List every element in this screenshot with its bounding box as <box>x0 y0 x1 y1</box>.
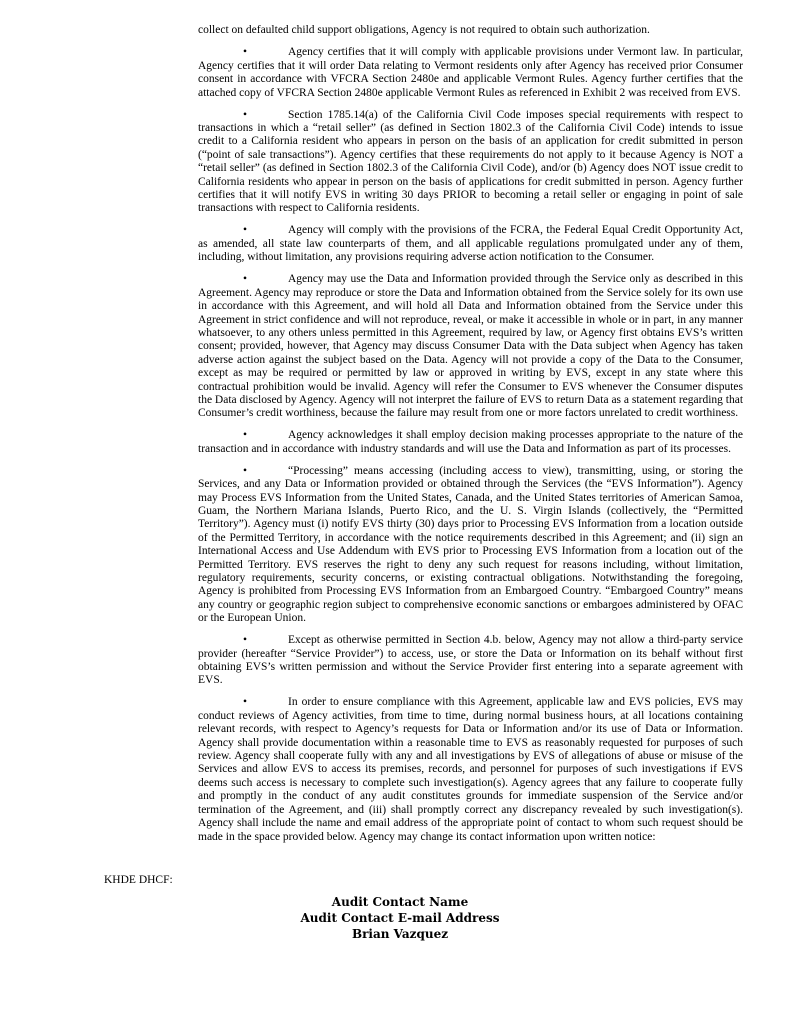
bullet-icon: • <box>243 464 248 477</box>
bullet-icon: • <box>243 429 248 442</box>
clause-processing <box>198 465 743 626</box>
clause-vermont <box>198 46 743 100</box>
audit-contact-email: Audit Contact E-mail Address <box>300 911 500 925</box>
bullet-icon: • <box>243 696 248 709</box>
audit-contact-person: Brian Vazquez <box>351 927 449 941</box>
entity-label: KHDE DHCF: <box>104 874 173 886</box>
bullet-icon: • <box>243 634 248 647</box>
clause-california <box>198 109 743 216</box>
intro-fragment: collect on defaulted child support obligations, Agency is not required to obtain such authorization. <box>198 24 650 36</box>
clause-text: Agency certifies that it will comply with applicable provisions under Vermont law. In particular, Agency certifies that it will order Data relating to Vermont residents only after Agency has received prior Consumer consent in accordance with VFCRA Section 2480e and applicable Vermont Rules. Agency further certifies that the attached copy of VFCRA Section 2480e applicable Vermont Rules as referenced in Exhibit 2 was received from EVS. <box>198 46 743 99</box>
audit-contact-name: Audit Contact Name <box>331 895 469 909</box>
agreement-body <box>198 24 743 853</box>
clause-data-use <box>198 273 743 420</box>
bullet-icon: • <box>243 108 248 121</box>
clause-service-provider <box>198 634 743 688</box>
bullet-icon: • <box>243 273 248 286</box>
audit-contact-block <box>0 894 800 942</box>
clause-audit <box>198 696 743 843</box>
bullet-icon: • <box>243 224 248 237</box>
clause-text: Agency may use the Data and Information provided through the Service only as described in this Agreement. Agency may reproduce or store the Data and Information obtained from the Service solely for its own use in accordance with this Agreement, and will hold all Data and Information obtained from the Service under this Agreement in strict confidence and will not reproduce, reveal, or make it accessible in whole or in part, in any manner whatsoever, to any others unless permitted in this Agreement, required by law, or Agency first obtains EVS’s written consent; provided, however, that Agency may discuss Consumer Data with the Data subject when Agency has taken adverse action against the subject based on the Data. Agency will not provide a copy of the Data to the Consumer, except as may be required or permitted by law or approved in writing by EVS, except in any state where this contractual prohibition would be invalid. Agency will refer the Consumer to EVS whenever the Consumer disputes the Data disclosed by Agency. Agency will not interpret the failure of EVS to return Data as a statement regarding that Consumer’s credit worthiness, because the failure may result from one or more factors unrelated to credit worthiness. <box>198 273 744 420</box>
clause-text: In order to ensure compliance with this Agreement, applicable law and EVS policies, EVS may conduct reviews of Agency activities, from time to time, during normal business hours, at all locations containing relevant records, with respect to Agency’s requests for Data or Information and/or its use of Data or Information. Agency shall provide documentation within a reasonable time to EVS as reasonably requested for purposes of such review. Agency shall cooperate fully with any and all investigations by EVS of allegations of abuse or misuse of the Services and allow EVS to access its premises, records, and personnel for purposes of such investigations if EVS deems such access is necessary to complete such investigation(s). Agency agrees that any failure to cooperate fully and promptly in the conduct of any audit constitutes grounds for immediate suspension of the Service and/or termination of the Agreement, and (iii) shall promptly correct any discrepancy revealed by such investigation(s). Agency shall include the name and email address of the appropriate point of contact to whom such request should be made in the space provided below. Agency may change its contact information upon written notice: <box>198 696 743 843</box>
bullet-icon: • <box>243 46 248 59</box>
clause-fcra <box>198 224 743 264</box>
clause-text: “Processing” means accessing (including access to view), transmitting, using, or storing the Services, and any Data or Information provided or obtained through the Services (the “EVS Information”). Agency may Process EVS Information from the United States, Canada, and the United States territories of American Samoa, Guam, the Northern Mariana Islands, Puerto Rico, and the U. S. Virgin Islands (collectively, the “Permitted Territory”). Agency must (i) notify EVS thirty (30) days prior to Processing EVS Information from a location outside of the Permitted Territory, in accordance with the notice requirements described in this Agreement; and (ii) sign an International Access and Use Addendum with EVS prior to Processing EVS Information from a location out of the Permitted Territory. EVS reserves the right to deny any such request for reasons including, without limitation, regulatory requirements, security concerns, or existing contractual obligations. Notwithstanding the foregoing, Agency is prohibited from Processing EVS Information from an Embargoed Country. “Embargoed Country” means any country or geographic region subject to comprehensive economic sanctions or embargoes administered by OFAC or the European Union. <box>198 464 743 625</box>
clause-text: Section 1785.14(a) of the California Civil Code imposes special requirements with respect to transactions in which a “retail seller” (as defined in Section 1802.3 of the California Civil Code) intends to issue credit to a California resident who appears in person on the basis of an application for credit submitted in person (“point of sale transactions”). Agency certifies that these requirements do not apply to it because Agency is NOT a “retail seller” (as defined in Section 1802.3 of the California Civil Code), and/or (b) Agency does NOT issue credit to California residents who appear in person on the basis of applications for credit submitted in person. Agency further certifies that it will notify EVS in writing 30 days PRIOR to becoming a retail seller or engaging in point of sale transactions with respect to California residents. <box>198 108 743 215</box>
clause-decision-making <box>198 429 743 456</box>
clause-text: Agency will comply with the provisions of the FCRA, the Federal Equal Credit Opportunity Act, as amended, all state law counterparts of them, and all applicable regulations promulgated under any of them, including, without limitation, any provisions requiring adverse action notification to the Consumer. <box>198 224 743 264</box>
clause-text: Agency acknowledges it shall employ decision making processes appropriate to the nature of the transaction and in accordance with industry standards and will use the Data and Information as part of its processes. <box>198 429 743 455</box>
clause-text: Except as otherwise permitted in Section 4.b. below, Agency may not allow a third-party service provider (hereafter “Service Provider”) to access, use, or store the Data or Information on its behalf without first obtaining EVS’s written permission and without the Service Provider first entering into a separate agreement with EVS. <box>198 634 743 687</box>
